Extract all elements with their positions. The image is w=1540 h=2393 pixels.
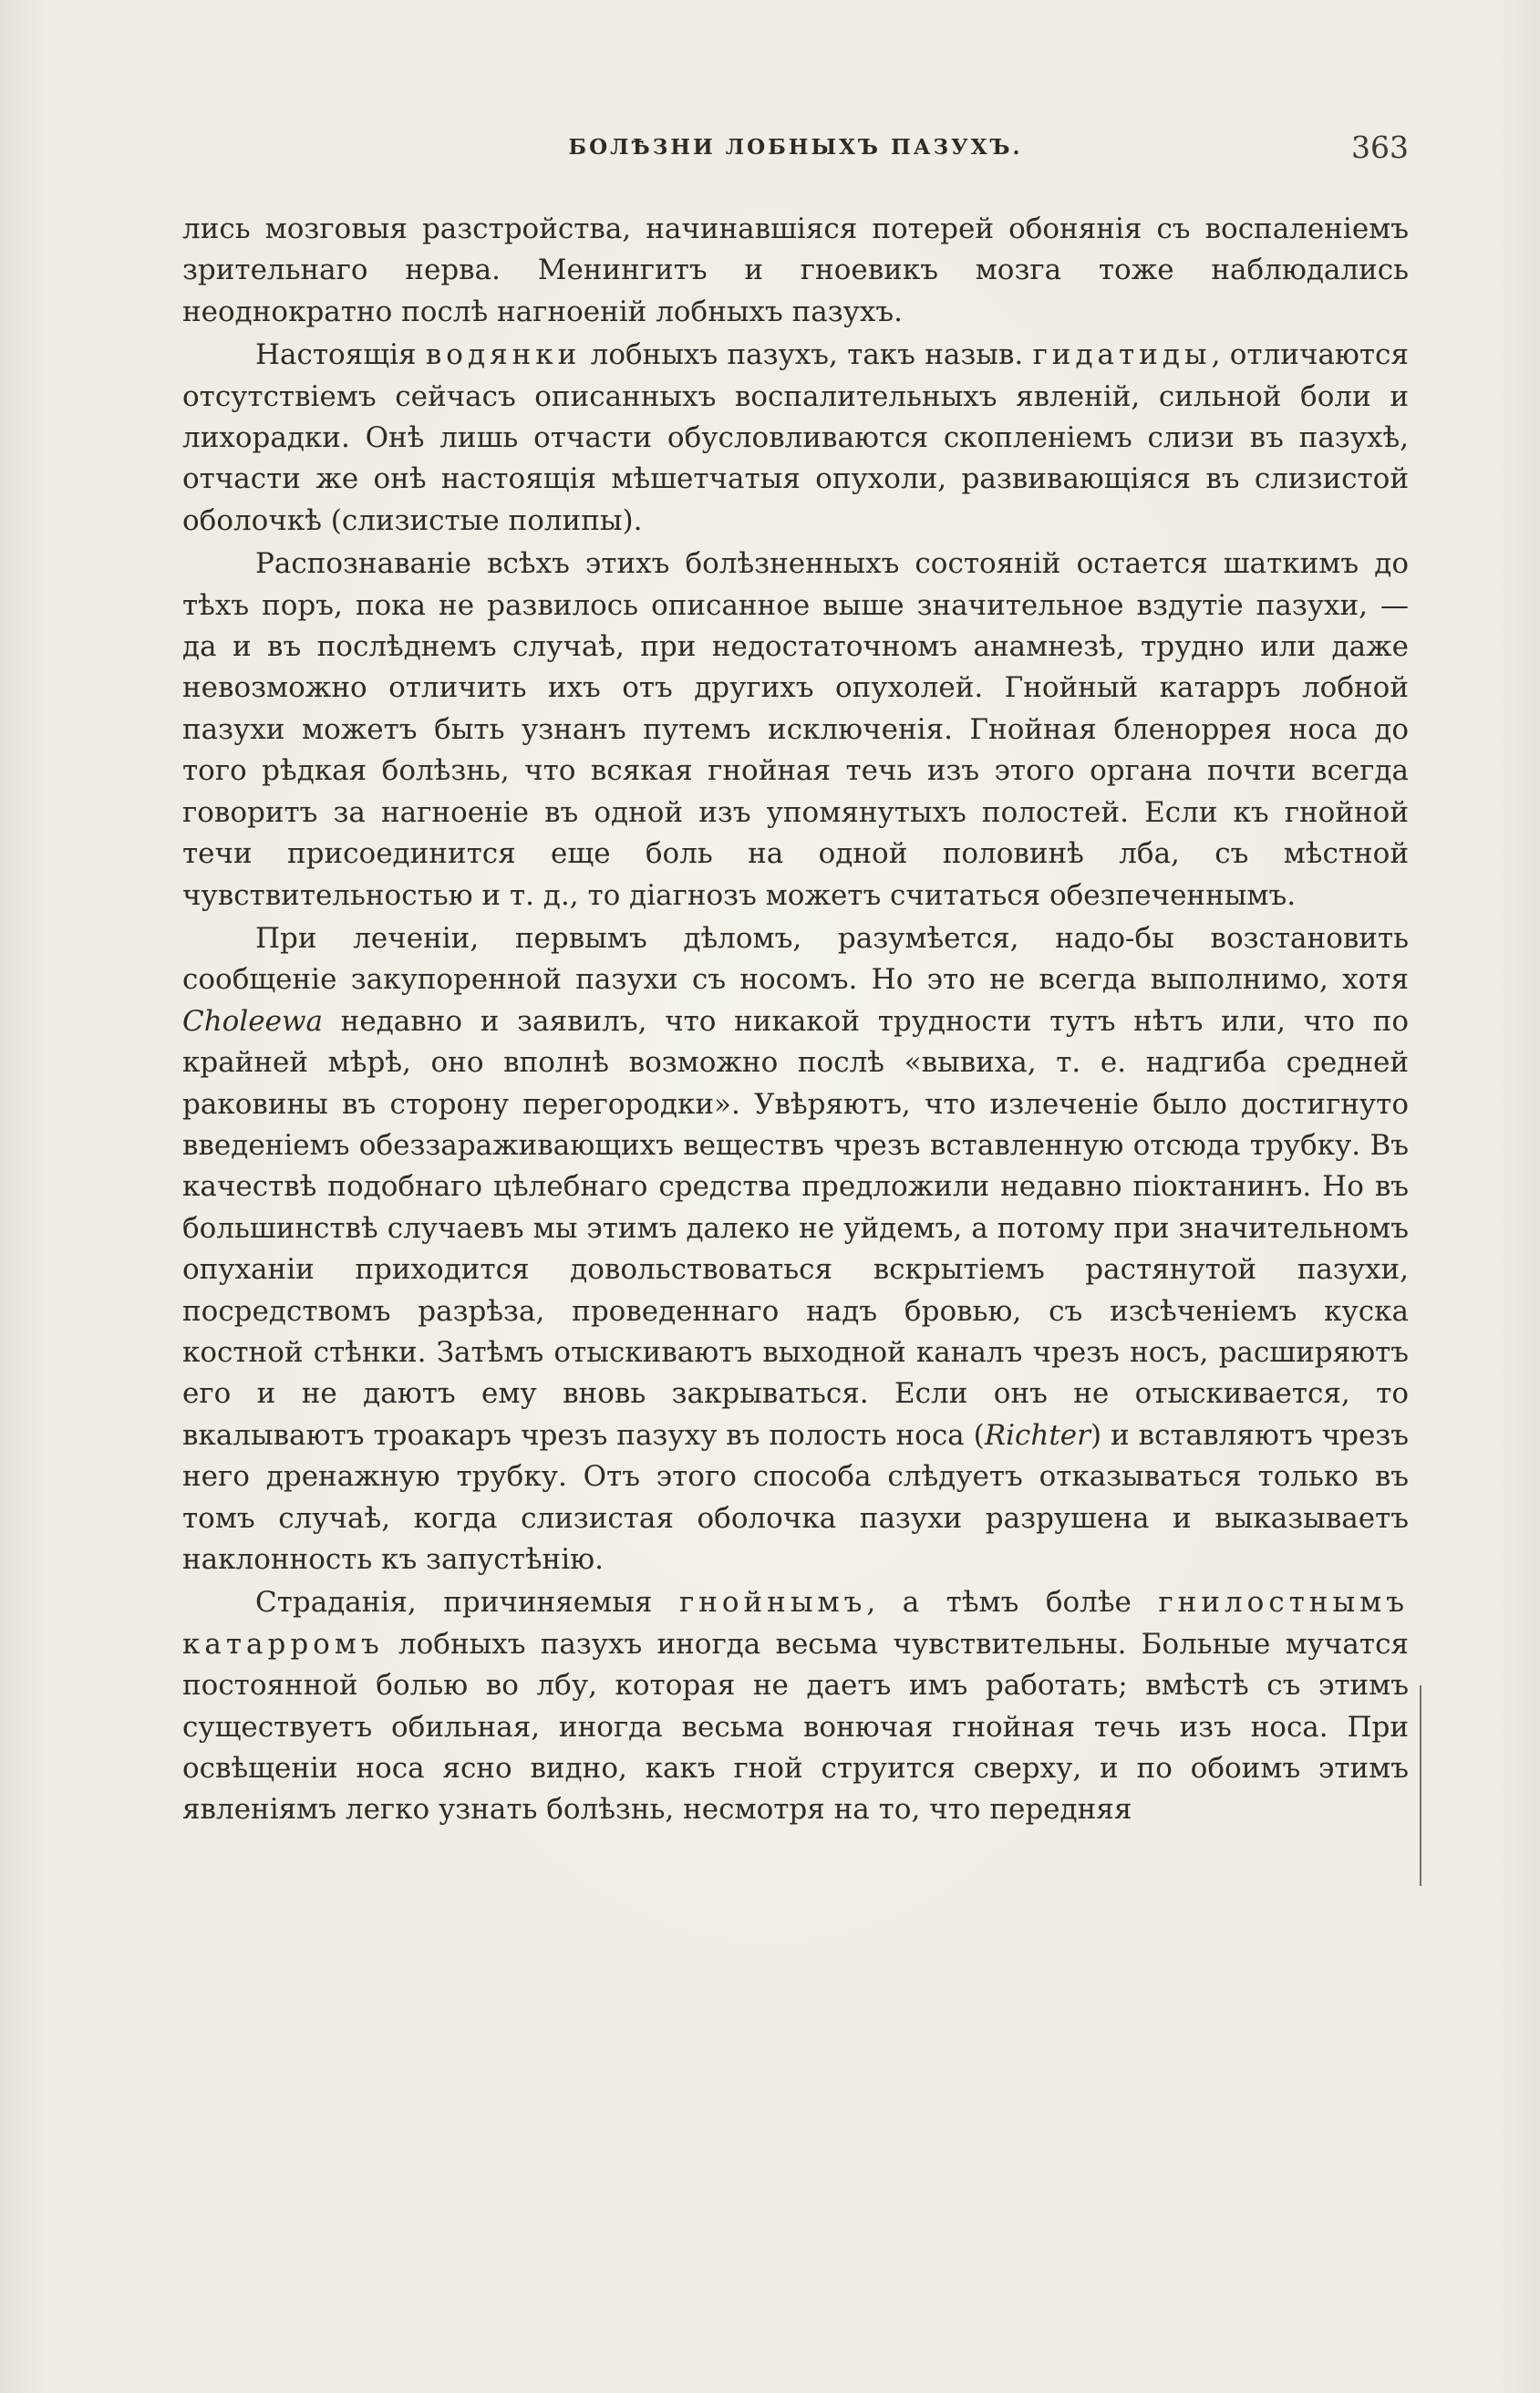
paragraph-4: [182, 918, 1409, 1581]
author-name-richter: Richter: [984, 1418, 1090, 1452]
spaced-term-gnilostnym: гнилостнымъ катарромъ: [182, 1586, 1409, 1661]
paragraph-5: [182, 1582, 1409, 1830]
paragraph-1-text: лись мозговыя разстройства, начинавшіяся потерей обонянія съ воспаленіемъ зрительнаго нерва. Менингитъ и гноевикъ мозга тоже наблюдались неоднократно послѣ нагноеній лобныхъ пазухъ.: [182, 212, 1409, 328]
body-text: [182, 209, 1409, 1831]
margin-pencil-line: [1420, 1685, 1421, 1886]
author-name-choleewa: Choleewa: [182, 1004, 323, 1038]
paragraph-2: [182, 335, 1409, 542]
paragraph-3-text: Распознаваніе всѣхъ этихъ болѣзненныхъ состояній остается шаткимъ до тѣхъ поръ, пока не развилось описанное выше значительное вздутіе пазухи, — да и въ послѣднемъ случаѣ, при недостаточномъ анамнезѣ, трудно или даже невозможно отличить ихъ отъ другихъ опухолей. Гнойный катарръ лобной пазухи можетъ быть узнанъ путемъ исключенія. Гнойная бленоррея носа до того рѣдкая болѣзнь, что всякая гнойная течь изъ этого органа почти всегда говоритъ за нагноеніе въ одной изъ упомянутыхъ полостей. Если къ гнойной течи присоединится еще боль на одной половинѣ лба, съ мѣстной чувствительностью и т. д., то діагнозъ можетъ считаться обезпеченнымъ.: [182, 547, 1409, 912]
paragraph-4-middle: недавно и заявилъ, что никакой трудности тутъ нѣтъ или, что по крайней мѣрѣ, оно вполнѣ возможно послѣ «вывиха, т. е. надгиба средней раковины въ сторону перегородки». Увѣряютъ, что излеченіе было достигнуто введеніемъ обеззараживающихъ веществъ чрезъ вставленную отсюда трубку. Въ качествѣ подобнаго цѣлебнаго средства предложили недавно піоктанинъ. Но въ большинствѣ случаевъ мы этимъ далеко не уйдемъ, а потому при значительномъ опуханіи приходится довольствоваться вскрытіемъ растянутой пазухи, посредствомъ разрѣза, проведеннаго надъ бровью, съ изсѣченіемъ куска костной стѣнки. Затѣмъ отыскиваютъ выходной каналъ чрезъ носъ, расширяютъ его и не даютъ ему вновь закрываться. Если онъ не отыскивается, то вкалываютъ троакаръ чрезъ пазуху въ полость носа (: [182, 1004, 1409, 1452]
running-title: БОЛѢЗНИ ЛОБНЫХЪ ПАЗУХЪ.: [568, 135, 1023, 160]
paragraph-1: [182, 209, 1409, 333]
paragraph-5-end: лобныхъ пазухъ иногда весьма чувствительны. Больные мучатся постоянной болью во лбу, которая не даетъ имъ работать; вмѣстѣ съ этимъ существуетъ обильная, иногда весьма вонючая гнойная течь изъ носа. При освѣщеніи носа ясно видно, какъ гной струится сверху, и по обоимъ этимъ явленіямъ легко узнать болѣзнь, несмотря на то, что передняя: [182, 1627, 1409, 1827]
spaced-term-vodyanki: водянки: [425, 338, 582, 372]
paragraph-4-start: При леченіи, первымъ дѣломъ, разумѣется, надо-бы возстановить сообщеніе закупоренной пазухи съ носомъ. Но это не всегда выполнимо, хотя: [182, 921, 1409, 997]
paragraph-5-middle: , а тѣмъ болѣе: [866, 1586, 1159, 1620]
spaced-term-gidatidy: гидатиды: [1032, 338, 1212, 372]
spaced-term-gnoinym: гнойнымъ: [678, 1586, 867, 1620]
paragraph-3: [182, 544, 1409, 917]
paragraph-4-end: ) и вставляютъ чрезъ него дренажную трубку. Отъ этого способа слѣдуетъ отказываться только въ томъ случаѣ, когда слизистая оболочка пазухи разрушена и выказываетъ наклонность къ запустѣнію.: [182, 1418, 1409, 1576]
paragraph-2-middle: лобныхъ пазухъ, такъ назыв.: [581, 338, 1033, 372]
paragraph-2-start: Настоящія: [255, 338, 426, 372]
paragraph-5-start: Страданія, причиняемыя: [255, 1586, 679, 1620]
paragraph-2-end: , отличаются отсутствіемъ сейчасъ описанныхъ воспалительныхъ явленій, сильной боли и лихорадки. Онѣ лишь отчасти обусловливаются скопленіемъ слизи въ пазухѣ, отчасти же онѣ настоящія мѣшетчатыя опухоли, развивающіяся въ слизистой оболочкѣ (слизистые полипы).: [182, 338, 1409, 537]
page-header: [182, 129, 1409, 171]
page-number: 363: [1351, 129, 1409, 165]
